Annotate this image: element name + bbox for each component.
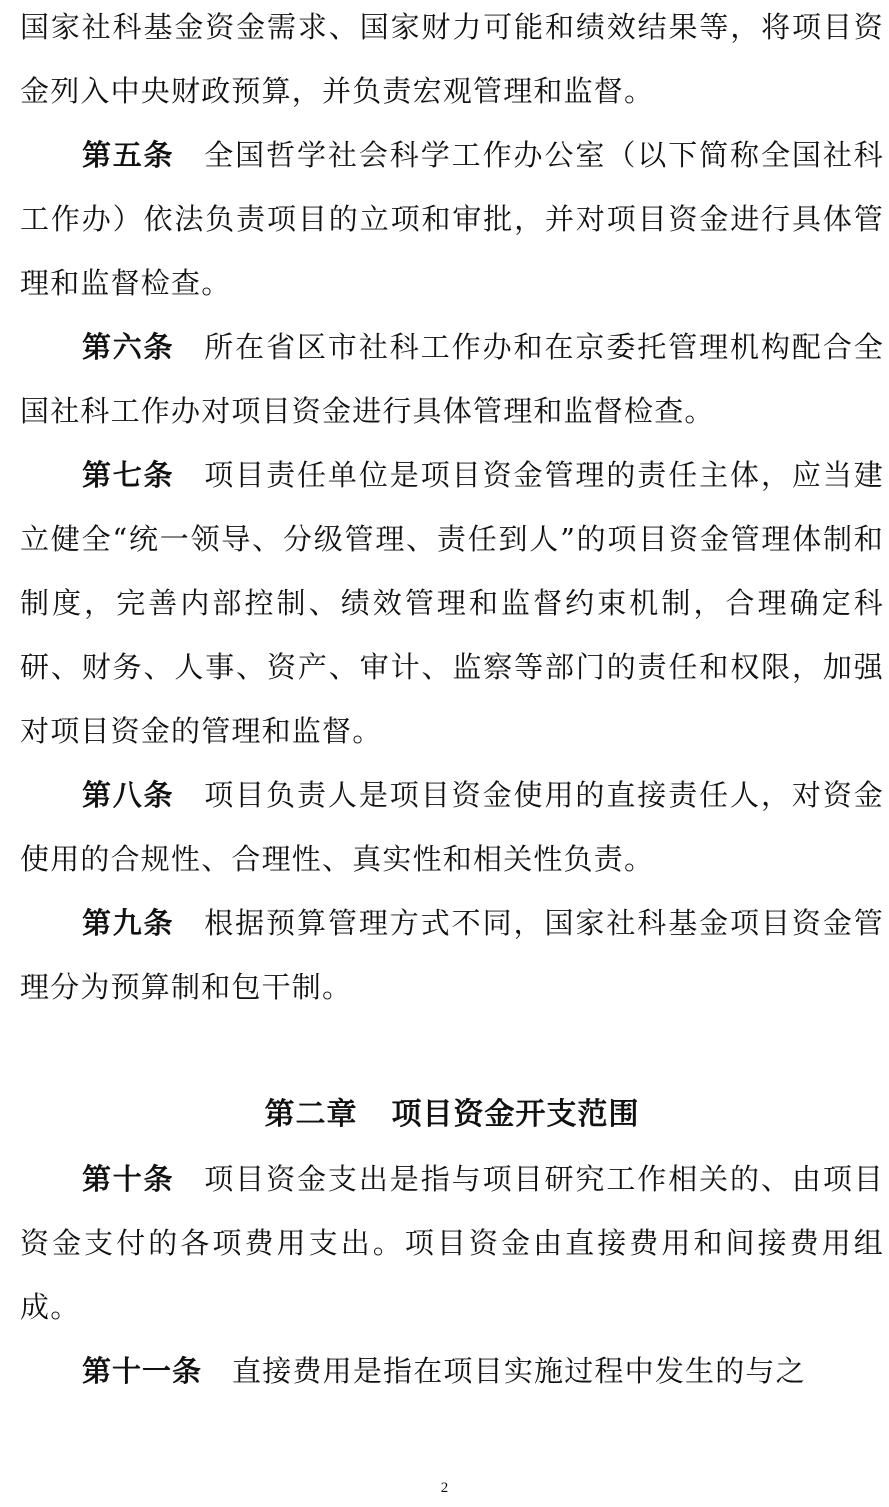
article-9 — [20, 891, 884, 1019]
article-text: 直接费用是指在项目实施过程中发生的与之 — [232, 1354, 806, 1388]
article-5 — [20, 123, 884, 315]
chapter-heading — [20, 1083, 884, 1147]
article-label: 第七条 — [82, 458, 175, 492]
article-label: 第五条 — [82, 138, 175, 172]
article-8 — [20, 763, 884, 891]
article-text: 项目资金支出是指与项目研究工作相关的、由项目资金支付的各项费用支出。项目资金由直接费用和间接费用组成。 — [20, 1162, 884, 1324]
article-text: 全国哲学社会科学工作办公室（以下简称全国社科工作办）依法负责项目的立项和审批，并对项目资金进行具体管理和监督检查。 — [20, 138, 884, 300]
article-10 — [20, 1147, 884, 1339]
article-label: 第八条 — [82, 778, 175, 812]
article-6 — [20, 315, 884, 443]
chapter-title: 项目资金开支范围 — [391, 1097, 640, 1132]
article-label: 第十条 — [82, 1162, 175, 1196]
paragraph-text: 国家社科基金资金需求、国家财力可能和绩效结果等，将项目资金列入中央财政预算，并负责宏观管理和监督。 — [20, 10, 884, 108]
document-body — [20, 0, 884, 1403]
chapter-number: 第二章 — [264, 1097, 358, 1132]
article-label: 第九条 — [82, 906, 175, 940]
article-text: 项目责任单位是项目资金管理的责任主体，应当建立健全“统一领导、分级管理、责任到人”的项目资金管理体制和制度，完善内部控制、绩效管理和监督约束机制，合理确定科研、财务、人事、资产、审计、监察等部门的责任和权限，加强对项目资金的管理和监督。 — [20, 458, 884, 748]
blank-line — [20, 1019, 884, 1083]
article-label: 第十一条 — [82, 1354, 203, 1388]
article-7 — [20, 443, 884, 763]
article-text: 根据预算管理方式不同，国家社科基金项目资金管理分为预算制和包干制。 — [20, 906, 884, 1004]
article-label: 第六条 — [82, 330, 175, 364]
article-11 — [20, 1339, 884, 1403]
article-text: 所在省区市社科工作办和在京委托管理机构配合全国社科工作办对项目资金进行具体管理和监督检查。 — [20, 330, 884, 428]
article-text: 项目负责人是项目资金使用的直接责任人，对资金使用的合规性、合理性、真实性和相关性负责。 — [20, 778, 884, 876]
paragraph-continuation — [20, 0, 884, 123]
page-number: 2 — [440, 1480, 449, 1496]
